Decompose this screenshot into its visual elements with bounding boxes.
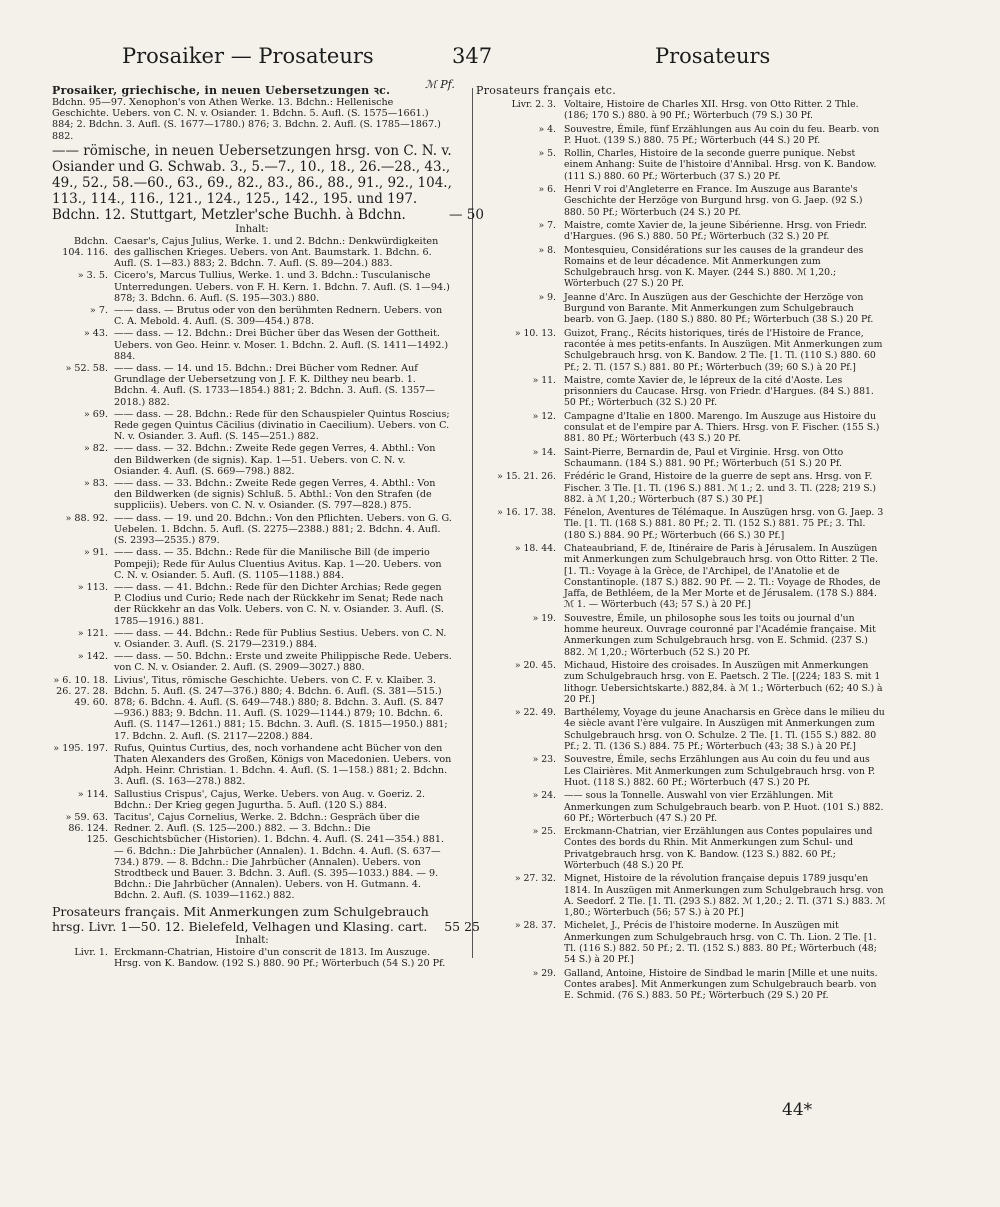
entry-text: —— dass. — 28. Bdchn.: Rede für den Schauspieler Quintus Roscius; Rede gegen Quintus Cäcilius (divinatio in Caecilium). Uebers. von C. N. v. Osiander. 3. Aufl. (S. 145—251.) 882.: [114, 408, 450, 443]
list-item: [476, 507, 886, 541]
entry-number: » 43.: [83, 328, 108, 340]
entry-number: » 16. 17. 38.: [497, 507, 556, 519]
list-item: [476, 292, 886, 326]
entry-text: Chateaubriand, F. de, Itinéraire de Paris à Jérusalem. In Auszügen mit Anmerkungen zum Schulgebrauch hrsg. von Otto Ritter. 2 Tle. [1. Tl.: Voyage à la Grèce, de l'Archipel, de l'Anatolie et de Constantinople. (187 S.) 882. 90 Pf. — 2. Tl.: Voyage de Rhodes, de Jaffa, de Bethléem, de la Mer Morte et de Jérusalem. (178 S.) 884. ℳ 1. — Wörterbuch (43; 57 S.) à 20 Pf.]: [564, 542, 881, 611]
entry-text: Souvestre, Émile, sechs Erzählungen aus Au coin du feu und aus Les Clairières. Mit Anmerkungen zum Schulgebrauch hrsg. von P. Huot. (118 S.) 882. 60 Pf.; Wörterbuch (47 S.) 20 Pf.: [564, 754, 876, 788]
list-item: [52, 547, 452, 581]
entry-number: » 12.: [532, 410, 556, 422]
list-item: [476, 220, 886, 243]
entry-text: Guizot, Franç., Récits historiques, tirés de l'Histoire de France, racontée à mes petits-enfants. In Auszügen. Mit Anmerkungen zum Schulgebrauch hrsg. von K. Bandow. 2 Tle. [1. Tl. (110 S.) 880. 60 Pf.; 2. Tl. (157 S.) 881. 80 Pf.; Wörterbuch (39; 60 S.) à 20 Pf.]: [564, 327, 883, 373]
list-item: [476, 184, 886, 218]
entry-text: Michelet, J., Précis de l'histoire moderne. In Auszügen mit Anmerkungen zum Schulgebrauch hrsg. von C. Th. Lion. 2 Tle. [1. Tl. (116 S.) 882. 50 Pf.; 2. Tl. (152 S.) 883. 80 Pf.; Wörterbuch (48; 54 S.) à 20 Pf.]: [564, 920, 877, 966]
entry-text: Tacitus', Cajus Cornelius, Werke. 2. Bdchn.: Gespräch über die Redner. 2. Aufl. (S. 125—200.) 882. — 3. Bdchn.: Die Geschichtsbücher (Historien). 1. Bdchn. 4. Aufl. (S. 241—354.) 881. — 6. Bdchn.: Die Jahrbücher (Annalen). 1. Bdchn. 4. Aufl. (S. 637—734.) 879. — 8. Bdchn.: Die Jahrbücher (Annalen). Uebers. von Strodtbeck und Bauer. 3. Bdchn. 3. Aufl. (S. 395—1033.) 884. — 9. Bdchn.: Die Jahrbücher (Annalen). Uebers. von H. Gutmann. 4. Bdchn. 2. Aufl. (S. 1039—1162.) 882.: [114, 811, 445, 902]
entry-number: » 27. 32.: [514, 873, 556, 885]
entry-number: » 113.: [77, 581, 108, 593]
entry-number: » 121.: [77, 627, 108, 639]
series-heading-french: [52, 903, 480, 934]
entry-text: Michaud, Histoire des croisades. In Auszügen mit Anmerkungen zum Schulgebrauch hrsg. von E. Paetsch. 2 Tle. [(224; 183 S. mit 1 lithogr. Uebersichtskarte.) 882,84. à ℳ 1.; Wörterbuch (62; 40 S.) à 20 Pf.]: [564, 659, 883, 705]
list-item: [476, 613, 886, 658]
entry-number: » 142.: [77, 651, 108, 663]
entry-text: Livius', Titus, römische Geschichte. Uebers. von C. F. v. Klaiber. 3. Bdchn. 5. Aufl. (S. 247—376.) 880; 4. Bdchn. 6. Aufl. (S. 381—515.) 878; 6. Bdchn. 4. Aufl. (S. 649—748.) 880; 8. Bdchn. 3. Aufl. (S. 847—936.) 883; 9. Bdchn. 11. Aufl. (S. 1029—1144.) 879; 10. Bdchn. 6. Aufl. (S. 1147—1261.) 881; 15. Bdchn. 3. Aufl. (S. 1815—1950.) 881; 17. Bdchn. 2. Aufl. (S. 2117—2208.) 884.: [114, 674, 448, 742]
entry-number: » 14.: [532, 446, 556, 458]
series-text: —— römische, in neuen Uebersetzungen hrsg. von C. N. v. Osiander und G. Schwab. 3., 5.—7., 10., 18., 26.—28., 43., 49., 52., 58.—60., 63., 69., 82., 83., 86., 88., 91., 92., 104., 113., 114., 116., 121., 124., 125., 142., 195. und 197. Bdchn. 12. Stuttgart, Metzler'sche Buchh. à Bdchn.: [52, 142, 452, 223]
list-item: [52, 270, 452, 304]
right-column: [476, 84, 886, 1004]
entry-number: » 22. 49.: [514, 707, 556, 719]
entry-text: Erckmann-Chatrian, vier Erzählungen aus Contes populaires und Contes des bords du Rhin. Mit Anmerkungen zum Schul- und Privatgebrauch hrsg. von K. Bandow. (123 S.) 882. 60 Pf.; Wörterbuch (48 S.) 20 Pf.: [564, 826, 873, 871]
entry-text: Rufus, Quintus Curtius, des, noch vorhandene acht Bücher von den Thaten Alexanders des Großen, Königs von Macedonien. Uebers. von Adph. Heinr. Christian. 1. Bdchn. 4. Aufl. (S. 1—158.) 881; 2. Bdchn. 3. Aufl. (S. 163—278.) 882.: [114, 742, 452, 788]
list-item: [52, 628, 452, 650]
entry-number: » 91.: [83, 547, 108, 559]
list-item: [476, 328, 886, 373]
entry-text: Bdchn. 95—97. Xenophon's von Athen Werke. 13. Bdchn.: Hellenische Geschichte. Uebers. von C. N. v. Osiander. 1. Bdchn. 5. Aufl. (S. 1575—1661.) 884; 2. Bdchn. 3. Aufl. (S. 1677—1780.) 876; 3. Bdchn. 2. Aufl. (S. 1785—1867.) 882.: [52, 97, 441, 142]
entry-number: » 18. 44.: [514, 542, 556, 554]
entry-number: » 28. 37.: [514, 920, 556, 932]
entry-number: » 23.: [532, 754, 556, 766]
entry-text: Maistre, comte Xavier de, le lépreux de la cité d'Aoste. Les prisonniers du Caucase. Hrsg. von Friedr. d'Hargues. (84 S.) 881. 50 Pf.; Wörterbuch (32 S.) 20 Pf.: [564, 374, 874, 409]
entry-number: » 82.: [83, 443, 108, 455]
header-left-title: Prosaiker — Prosateurs: [122, 44, 374, 68]
entry-text: Frédéric le Grand, Histoire de la guerre de sept ans. Hrsg. von F. Fischer. 3 Tle. [1. Tl. (196 S.) 881. ℳ 1.; 2. und 3. Tl. (228; 219 S.) 882. à ℳ 1,20.; Wörterbuch (87 S.) 30 Pf.]: [564, 471, 877, 505]
list-item: [52, 812, 452, 902]
entry-number: » 8.: [538, 244, 556, 256]
entry-number: » 69.: [83, 408, 108, 420]
entry-text: Sallustius Crispus', Cajus, Werke. Uebers. von Aug. v. Goeriz. 2. Bdchn.: Der Krieg gegen Jugurtha. 5. Aufl. (120 S.) 884.: [114, 788, 426, 811]
list-item: [52, 947, 452, 969]
entry-number: » 7.: [538, 219, 556, 231]
series-heading: [52, 142, 484, 223]
entry-number: » 10. 13.: [514, 327, 556, 339]
entry-text: Cicero's, Marcus Tullius, Werke. 1. und 3. Bdchn.: Tusculanische Unterredungen. Uebers. von F. H. Kern. 1. Bdchn. 7. Aufl. (S. 1—94.) 878; 3. Bdchn. 6. Aufl. (S. 195—303.) 880.: [114, 270, 450, 304]
list-item: [476, 754, 886, 788]
list-item: [476, 411, 886, 445]
signature-mark: 44*: [782, 1100, 813, 1120]
entry-number: Bdchn. 104. 116.: [62, 235, 108, 259]
list-item: [52, 305, 452, 327]
entry-number: » 19.: [532, 612, 556, 624]
list-item: [476, 790, 886, 824]
entry-text: Souvestre, Émile, un philosophe sous les toits ou journal d'un homme heureux. Ouvrage couronné par l'Académie française. Mit Anmerkungen zum Schulgebrauch hrsg. von E. Schmid. (237 S.) 882. ℳ 1,20.; Wörterbuch (52 S.) 20 Pf.: [564, 612, 876, 658]
header-right-title: Prosateurs: [655, 44, 771, 68]
entry-number: » 3. 5.: [77, 270, 108, 282]
list-item: [52, 409, 452, 443]
entry-number: » 52. 58.: [65, 363, 108, 375]
list-item: [476, 920, 886, 965]
entry-text: —— dass. — 33. Bdchn.: Zweite Rede gegen Verres, 4. Abthl.: Von den Bildwerken (de signis) Schluß. 5. Abthl.: Von den Strafen (de suppliciis). Uebers. von C. N. v. Osiander. (S. 797—828.) 875.: [114, 478, 436, 512]
list-item: [476, 660, 886, 705]
list-item: [52, 743, 452, 788]
entry-text: —— dass. — 12. Bdchn.: Drei Bücher über das Wesen der Gottheit. Uebers. von Geo. Heinr. v. Moser. 1. Bdchn. 2. Aufl. (S. 1411—1492.) 884.: [114, 328, 449, 362]
entry-number: » 9.: [538, 291, 556, 303]
entry-text: —— dass. — Brutus oder von den berühmten Rednern. Uebers. von C. A. Mebold. 4. Aufl. (S. 309—454.) 878.: [114, 305, 443, 328]
list-item: [476, 99, 886, 122]
list-item: [476, 968, 886, 1002]
series-price: — 50: [449, 206, 484, 223]
entry-number: » 83.: [83, 478, 108, 490]
entry-text: —— dass. — 50. Bdchn.: Erste und zweite Philippische Rede. Uebers. von C. N. v. Osiander. 2. Aufl. (S. 2909—3027.) 880.: [114, 651, 452, 674]
entry-text: —— dass. — 44. Bdchn.: Rede für Publius Sestius. Uebers. von C. N. v. Osiander. 3. Aufl. (S. 2179—2319.) 884.: [114, 627, 447, 650]
entry-number: » 15. 21. 26.: [497, 471, 556, 483]
list-item: [52, 236, 452, 270]
entry-text: Galland, Antoine, Histoire de Sindbad le marin [Mille et une nuits. Contes arabes]. Mit Anmerkungen zum Schulgebrauch bearb. von E. Schmid. (76 S.) 883. 50 Pf.; Wörterbuch (29 S.) 20 Pf.: [564, 967, 878, 1002]
list-item: [476, 471, 886, 505]
entry-number: Livr. 2. 3.: [511, 99, 556, 110]
entry-text: —— dass. — 32. Bdchn.: Zweite Rede gegen Verres, 4. Abthl.: Von den Bildwerken (de signis). Kap. 1—51. Uebers. von C. N. v. Osiander. 4. Aufl. (S. 669—798.) 882.: [114, 443, 436, 477]
list-item: [52, 443, 452, 477]
section-title: Prosaiker, griechische, in neuen Uebersetzungen ꝛc.: [52, 84, 391, 97]
list-item: [476, 873, 886, 918]
list-item: [476, 707, 886, 752]
list-item: [52, 675, 452, 742]
list-item: [476, 375, 886, 409]
entry-number: » 195. 197.: [53, 742, 108, 754]
entry-number: » 20. 45.: [514, 659, 556, 671]
entry-text: Saint-Pierre, Bernardin de, Paul et Virginie. Hrsg. von Otto Schaumann. (184 S.) 881. 90 Pf.; Wörterbuch (51 S.) 20 Pf.: [564, 446, 844, 469]
series-price: 55 25: [444, 918, 480, 934]
list-item: [476, 447, 886, 470]
page-number: 347: [452, 44, 493, 68]
entry-text: —— dass. — 35. Bdchn.: Rede für die Manilische Bill (de imperio Pompeji); Rede für Aulus Cluentius Avitus. Kap. 1—20. Uebers. von C. N. v. Osiander. 5. Aufl. (S. 1105—1188.) 884.: [114, 547, 442, 581]
entry-text: Barthélemy, Voyage du jeune Anacharsis en Grèce dans le milieu du 4e siècle avant l'ère vulgaire. In Auszügen mit Anmerkungen zum Schulgebrauch hrsg. von O. Schulze. 2 Tle. [1. Tl. (155 S.) 882. 80 Pf.; 2. Tl. (136 S.) 884. 75 Pf.; Wörterbuch (43; 38 S.) à 20 Pf.]: [564, 707, 885, 753]
entry-text: Maistre, comte Xavier de, la jeune Sibérienne. Hrsg. von Friedr. d'Hargues. (96 S.) 880. 50 Pf.; Wörterbuch (32 S.) 20 Pf.: [564, 219, 867, 243]
contents-label: Inhalt:: [235, 934, 269, 946]
entry-text: Erckmann-Chatrian, Histoire d'un conscrit de 1813. Im Auszuge. Hrsg. von K. Bandow. (192 S.) 880. 90 Pf.; Wörterbuch (54 S.) 20 Pf.: [114, 946, 446, 969]
entry-text: Rollin, Charles, Histoire de la seconde guerre punique. Nebst einem Anhang: Suite de l'histoire d'Annibal. Hrsg. von K. Bandow. (111 S.) 880. 60 Pf.; Wörterbuch (37 S.) 20 Pf.: [564, 148, 877, 182]
entry-text: Jeanne d'Arc. In Auszügen aus der Geschichte der Herzöge von Burgund von Barante. Mit Anmerkungen zum Schulgebrauch bearb. von G. Jaep. (180 S.) 880. 80 Pf.; Wörterbuch (38 S.) 20 Pf.: [564, 291, 874, 326]
entry-text: Voltaire, Histoire de Charles XII. Hrsg. von Otto Ritter. 2 Thle. (186; 170 S.) 880. à 90 Pf.; Wörterbuch (79 S.) 30 Pf.: [564, 99, 859, 122]
contents-label: Inhalt:: [235, 223, 269, 235]
entry-list: [476, 99, 886, 1002]
entry-number: » 7.: [89, 305, 108, 317]
list-item: [476, 124, 886, 147]
entry-text: —— dass. — 14. und 15. Bdchn.: Drei Bücher vom Redner. Auf Grundlage der Uebersetzung von J. F. K. Dilthey neu bearb. 1. Bdchn. 4. Aufl. (S. 1733—1854.) 881; 2. Bdchn. 3. Aufl. (S. 1357—2018.) 882.: [114, 363, 435, 408]
section-title: Prosateurs français etc.: [476, 84, 617, 97]
list-item: [476, 826, 886, 871]
entry-list: [52, 236, 452, 902]
list-item: [52, 513, 452, 547]
entry-number: » 25.: [532, 826, 556, 838]
entry-text: Caesar's, Cajus Julius, Werke. 1. und 2. Bdchn.: Denkwürdigkeiten des gallischen Krieges. Uebers. von Ant. Baumstark. 1. Bdchn. 6. Aufl. (S. 1—83.) 883; 2. Bdchn. 7. Aufl. (S. 89—204.) 883.: [114, 235, 439, 270]
entry-text: —— sous la Tonnelle. Auswahl von vier Erzählungen. Mit Anmerkungen zum Schulgebrauch bearb. von P. Huot. (101 S.) 882. 60 Pf.; Wörterbuch (47 S.) 20 Pf.: [564, 790, 884, 824]
list-item: [52, 582, 452, 627]
entry-number: » 6. 10. 18. 26. 27. 28. 49. 60.: [53, 674, 108, 708]
entry-text: Mignet, Histoire de la révolution française depuis 1789 jusqu'en 1814. In Auszügen mit Anmerkungen zum Schulgebrauch hrsg. von A. Seedorf. 2 Tle. [1. Tl. (293 S.) 882. ℳ 1,20.; 2. Tl. (371 S.) 883. ℳ 1,80.; Wörterbuch (56; 57 S.) à 20 Pf.]: [564, 873, 886, 919]
entry-number: » 59. 63. 86. 124. 125.: [65, 811, 108, 846]
list-item: [476, 245, 886, 290]
entry-text: Henri V roi d'Angleterre en France. Im Auszuge aus Barante's Geschichte der Herzöge von Burgund hrsg. von G. Jaep. (92 S.) 880. 50 Pf.; Wörterbuch (24 S.) 20 Pf.: [564, 184, 863, 218]
entry-number: » 4.: [538, 123, 556, 135]
entry-number: » 5.: [538, 148, 556, 160]
page-header: [0, 44, 1000, 78]
entry-number: » 29.: [532, 967, 556, 979]
series-text: Prosateurs français. Mit Anmerkungen zum Schulgebrauch hrsg. Livr. 1—50. 12. Bielefeld, Velhagen und Klasing. cart.: [52, 903, 429, 934]
entry-text: Montesquieu, Considérations sur les causes de la grandeur des Romains et de leur décadence. Mit Anmerkungen zum Schulgebrauch hrsg. von K. Mayer. (244 S.) 880. ℳ 1,20.; Wörterbuch (27 S.) 20 Pf.: [564, 244, 864, 290]
entry-number: Livr. 1.: [74, 946, 108, 958]
price-unit-label: ℳ Pf.: [425, 78, 455, 91]
list-item: [52, 789, 452, 811]
list-item: [52, 97, 452, 142]
entry-text: Campagne d'Italie en 1800. Marengo. Im Auszuge aus Histoire du consulat et de l'empire par A. Thiers. Hrsg. von F. Fischer. (155 S.) 881. 80 Pf.; Wörterbuch (43 S.) 20 Pf.: [564, 410, 880, 445]
entry-number: » 6.: [538, 184, 556, 196]
entry-text: Souvestre, Émile, fünf Erzählungen aus Au coin du feu. Bearb. von P. Huot. (139 S.) 880. 75 Pf.; Wörterbuch (44 S.) 20 Pf.: [564, 123, 880, 146]
list-item: [52, 363, 452, 408]
entry-number: » 24.: [532, 790, 556, 802]
list-item: [476, 148, 886, 182]
entry-text: —— dass. — 41. Bdchn.: Rede für den Dichter Archias; Rede gegen P. Clodius und Curio; Rede nach der Rückkehr im Senat; Rede nach der Rückkehr an das Volk. Uebers. von C. N. v. Osiander. 3. Aufl. (S. 1785—1916.) 881.: [114, 581, 444, 627]
entry-number: » 88. 92.: [65, 512, 108, 524]
list-item: [52, 328, 452, 362]
list-item: [52, 651, 452, 673]
entry-text: Fénelon, Aventures de Télémaque. In Auszügen hrsg. von G. Jaep. 3 Tle. [1. Tl. (168 S.) 881. 80 Pf.; 2. Tl. (152 S.) 881. 75 Pf.; 3. Thl. (180 S.) 884. 90 Pf.; Wörterbuch (66 S.) 30 Pf.]: [564, 507, 884, 541]
list-item: [52, 478, 452, 512]
entry-number: » 11.: [532, 374, 556, 386]
entry-text: —— dass. — 19. und 20. Bdchn.: Von den Pflichten. Uebers. von G. G. Uebelen. 1. Bdchn. 5. Aufl. (S. 2275—2388.) 881; 2. Bdchn. 4. Aufl. (S. 2393—2535.) 879.: [114, 512, 452, 547]
list-item: [476, 543, 886, 611]
entry-number: » 114.: [77, 788, 108, 800]
